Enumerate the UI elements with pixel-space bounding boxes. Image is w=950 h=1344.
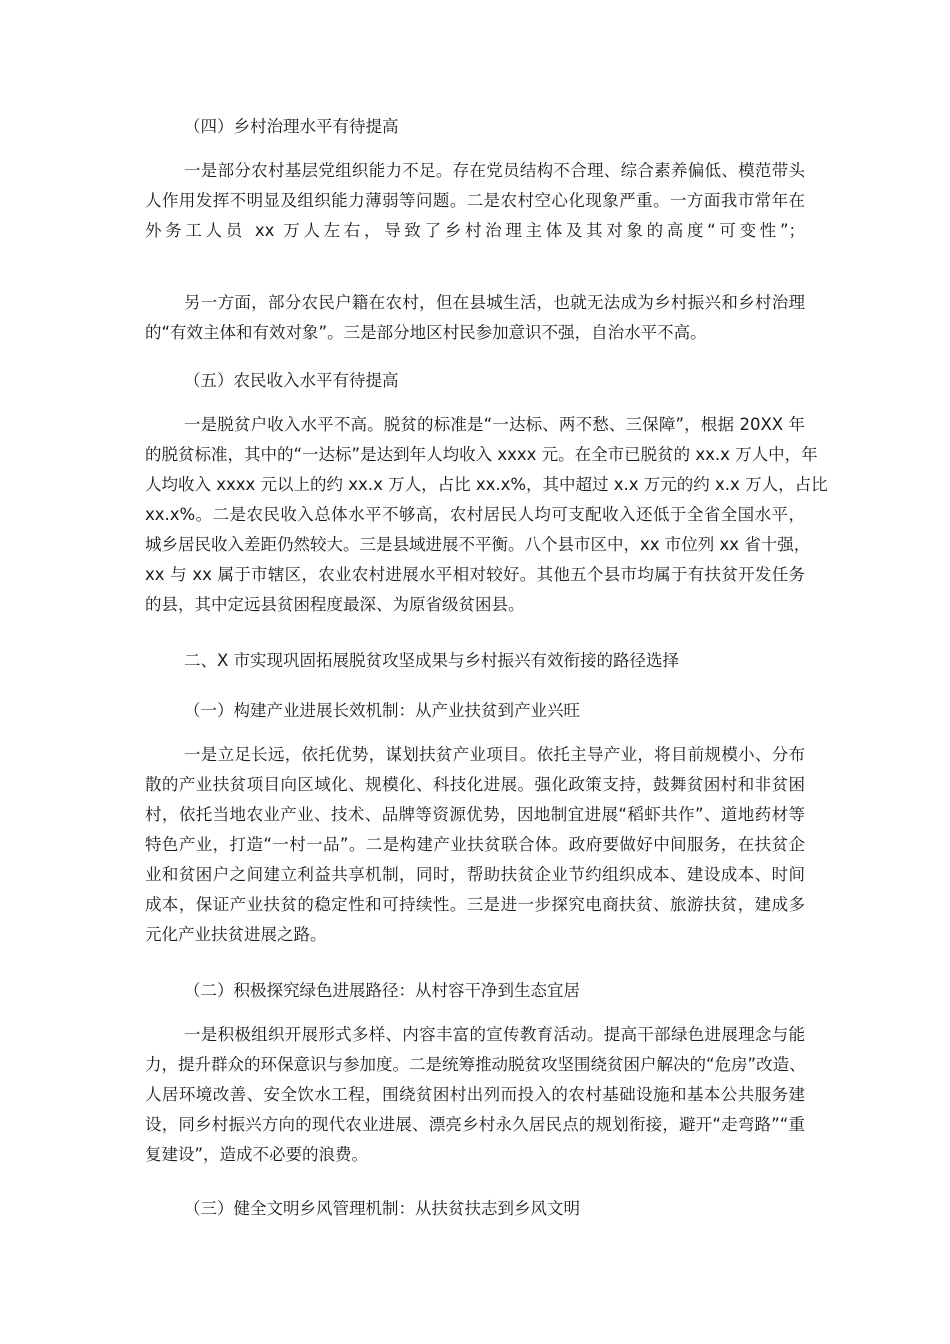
paragraph-line: 一是脱贫户收入水平不高。脱贫的标准是“一达标、两不愁、三保障”，根据 20XX 年 bbox=[184, 415, 805, 434]
paragraph-line: 一是立足长远，依托优势，谋划扶贫产业项目。依托主导产业，将目前规模小、分布 bbox=[184, 745, 805, 764]
paragraph-line: xx.x%。二是农民收入总体水平不够高，农村居民人均可支配收入还低于全省全国水平， bbox=[145, 505, 805, 524]
section-heading: （三）健全文明乡风管理机制：从扶贫扶志到乡风文明 bbox=[184, 1199, 580, 1218]
section-heading: （二）积极探究绿色进展路径：从村容干净到生态宜居 bbox=[184, 981, 580, 1000]
paragraph-line: 复建设”，造成不必要的浪费。 bbox=[145, 1145, 369, 1164]
paragraph-line: 一是部分农村基层党组织能力不足。存在党员结构不合理、综合素养偏低、模范带头 bbox=[184, 161, 805, 180]
paragraph-line: 人作用发挥不明显及组织能力薄弱等问题。二是农村空心化现象严重。一方面我市常年在 bbox=[145, 191, 805, 210]
paragraph-line: 一是积极组织开展形式多样、内容丰富的宣传教育活动。提高干部绿色进展理念与能 bbox=[184, 1025, 805, 1044]
paragraph-line: 散的产业扶贫项目向区域化、规模化、科技化进展。强化政策支持，鼓舞贫困村和非贫困 bbox=[145, 775, 805, 794]
paragraph-line: 的县，其中定远县贫困程度最深、为原省级贫困县。 bbox=[145, 595, 525, 614]
paragraph-line: 力，提升群众的环保意识与参加度。二是统筹推动脱贫攻坚围绕贫困户解决的“危房”改造、 bbox=[145, 1055, 806, 1074]
section-heading: （五）农民收入水平有待提高 bbox=[184, 371, 399, 390]
section-heading: （四）乡村治理水平有待提高 bbox=[184, 117, 399, 136]
paragraph-line: 设，同乡村振兴方向的现代农业进展、漂亮乡村永久居民点的规划衔接，避开“走弯路”“重 bbox=[145, 1115, 805, 1134]
paragraph-line: 外务工人员 xx 万人左右，导致了乡村治理主体及其对象的高度“可变性”； bbox=[145, 221, 805, 240]
paragraph-line: 村，依托当地农业产业、技术、品牌等资源优势，因地制宜进展“稻虾共作”、道地药材等 bbox=[145, 805, 805, 824]
paragraph-line: 业和贫困户之间建立利益共享机制，同时，帮助扶贫企业节约组织成本、建设成本、时间 bbox=[145, 865, 805, 884]
paragraph-line: 城乡居民收入差距仍然较大。三是县域进展不平衡。八个县市区中，xx 市位列 xx 省十强， bbox=[145, 535, 811, 554]
paragraph-line: 特色产业，打造“一村一品”。二是构建产业扶贫联合体。政府要做好中间服务，在扶贫企 bbox=[145, 835, 805, 854]
paragraph-line: 另一方面，部分农民户籍在农村，但在县城生活，也就无法成为乡村振兴和乡村治理 bbox=[184, 293, 805, 312]
chapter-heading: 二、X 市实现巩固拓展脱贫攻坚成果与乡村振兴有效衔接的路径选择 bbox=[184, 651, 680, 670]
paragraph-line: 人居环境改善、安全饮水工程，围绕贫困村出列而投入的农村基础设施和基本公共服务建 bbox=[145, 1085, 805, 1104]
paragraph-line: xx 与 xx 属于市辖区，农业农村进展水平相对较好。其他五个县市均属于有扶贫开发任务 bbox=[145, 565, 805, 584]
paragraph-line: 的“有效主体和有效对象”。三是部分地区村民参加意识不强，自治水平不高。 bbox=[145, 323, 707, 342]
section-heading: （一）构建产业进展长效机制：从产业扶贫到产业兴旺 bbox=[184, 701, 580, 720]
paragraph-line: 元化产业扶贫进展之路。 bbox=[145, 925, 327, 944]
paragraph-line: 成本，保证产业扶贫的稳定性和可持续性。三是进一步探究电商扶贫、旅游扶贫，建成多 bbox=[145, 895, 805, 914]
paragraph-line: 人均收入 xxxx 元以上的约 xx.x 万人，占比 xx.x%，其中超过 x.x 万元的约 x.x 万人，占比 bbox=[145, 475, 828, 494]
paragraph-line: 的脱贫标准，其中的“一达标”是达到年人均收入 xxxx 元。在全市已脱贫的 xx.x 万人中，年 bbox=[145, 445, 818, 464]
